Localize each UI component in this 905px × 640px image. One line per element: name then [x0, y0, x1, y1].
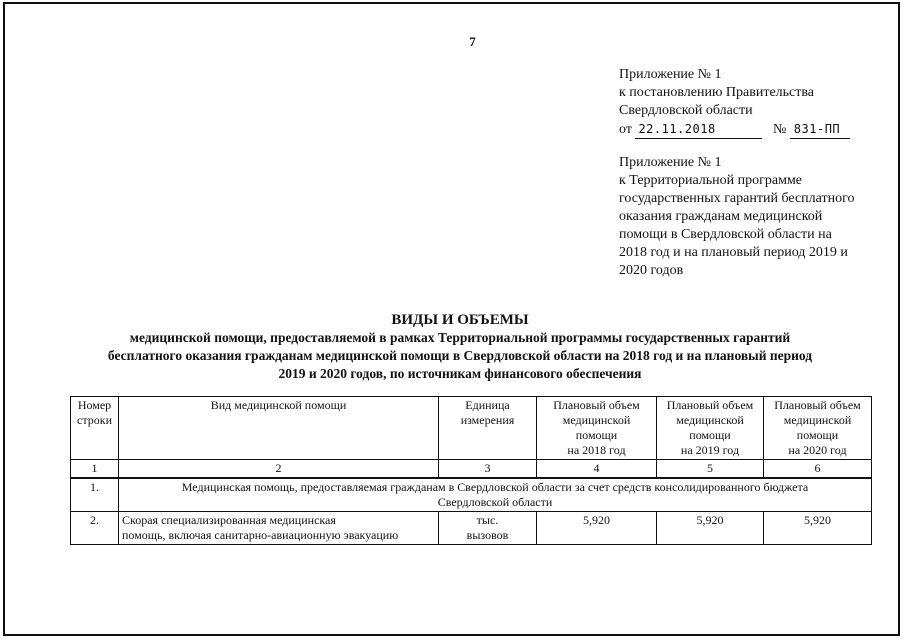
document-subtitle-line: бесплатного оказания гражданам медицинской помощи в Свердловской области на 2018 год и на плановый период: [107, 348, 813, 363]
document-subtitle-line: 2019 и 2020 годов, по источникам финансового обеспечения: [278, 366, 642, 381]
column-number: 3: [439, 460, 537, 479]
annex-program-line: к Территориальной программе: [619, 173, 803, 188]
annex-resolution-date-line: [619, 120, 889, 139]
row-number: 2.: [71, 512, 119, 545]
annex-program-line: государственных гарантий бесплатного: [619, 191, 855, 206]
volume-2018-cell: 5,920: [537, 512, 657, 545]
document-title: ВИДЫ И ОБЪЕМЫ: [391, 312, 529, 328]
column-number: 2: [119, 460, 439, 479]
resolution-number: 831-ПП: [790, 120, 850, 139]
header-volume-2019: Плановый объем медицинской помощи на 2019 год: [657, 397, 764, 460]
column-number: 1: [71, 460, 119, 479]
annex-resolution: [619, 66, 889, 139]
volume-2020-cell: 5,920: [764, 512, 872, 545]
document-heading: [60, 311, 860, 383]
annex-resolution-line2: к постановлению Правительства: [619, 85, 815, 100]
header-care-type: Вид медицинской помощи: [119, 397, 439, 460]
column-number: 6: [764, 460, 872, 479]
table-row: [71, 478, 872, 512]
annex-program-line: Приложение № 1: [619, 155, 722, 170]
annex-program-line: 2018 год и на плановый период 2019 и: [619, 245, 848, 260]
header-volume-2020: Плановый объем медицинской помощи на 2020 год: [764, 397, 872, 460]
annex-program-line: оказания гражданам медицинской: [619, 209, 823, 224]
section-title: Медицинская помощь, предоставляемая гражданам в Свердловской области за счет средств консолидированного бюджета Свердловской области: [119, 478, 872, 512]
column-number: 5: [657, 460, 764, 479]
volumes-table: [70, 396, 872, 545]
header-row-number: Номер строки: [71, 397, 119, 460]
column-number-row: [71, 460, 872, 479]
annex-resolution-line1: Приложение № 1: [619, 67, 722, 82]
document-subtitle-line: медицинской помощи, предоставляемой в рамках Территориальной программы государственных гарантий: [129, 330, 791, 345]
resolution-date: 22.11.2018: [635, 120, 762, 139]
date-prefix: от: [619, 122, 632, 137]
table-row: [71, 512, 872, 545]
care-type-cell: Скорая специализированная медицинская помощь, включая санитарно-авиационную эвакуацию: [119, 512, 439, 545]
table-header-row: [71, 397, 872, 460]
annex-program: [619, 154, 889, 280]
row-number: 1.: [71, 478, 119, 512]
header-volume-2018: Плановый объем медицинской помощи на 2018 год: [537, 397, 657, 460]
page-number: 7: [469, 34, 476, 49]
annex-resolution-line3: Свердловской области: [619, 103, 753, 118]
number-prefix: №: [772, 122, 787, 137]
annex-program-line: помощи в Свердловской области на: [619, 227, 832, 242]
volume-2019-cell: 5,920: [657, 512, 764, 545]
header-unit: Единица измерения: [439, 397, 537, 460]
annex-program-line: 2020 годов: [619, 263, 684, 278]
column-number: 4: [537, 460, 657, 479]
unit-cell: тыс. вызовов: [439, 512, 537, 545]
